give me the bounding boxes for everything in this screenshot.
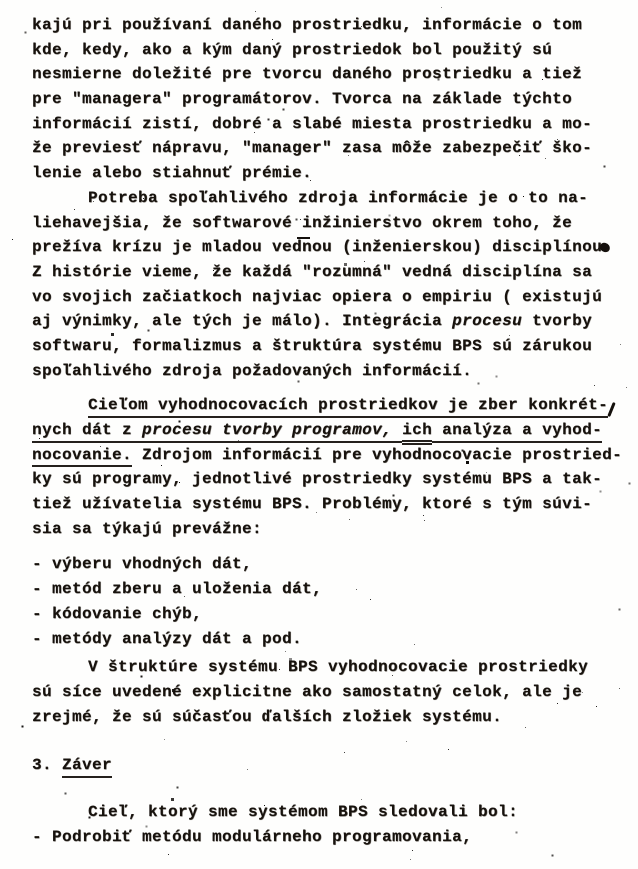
text-segment: liehavejšia, že softwarové inžinierstvo okrem toho, že: [32, 213, 573, 232]
text-line: [32, 87, 638, 112]
text-segment: - výberu vhodných dát,: [32, 555, 253, 574]
text-line: [32, 186, 638, 211]
text-segment: - metódy analýzy dát a pod.: [32, 629, 303, 648]
text-line: [32, 161, 638, 186]
underlined-text: Cieľom vyhodnocovacích prostriedkov je zber konkrét-: [88, 396, 608, 418]
text-segment: lenie alebo stiahnuť prémie.: [32, 164, 313, 183]
paragraph-block: [32, 800, 638, 849]
text-line: [32, 260, 638, 285]
paragraph-block: [32, 13, 638, 186]
text-segment: spoľahlivého zdroja požadovaných informácií.: [32, 361, 473, 380]
text-line: [32, 235, 638, 260]
text-line: [32, 112, 638, 137]
paragraph-block: [32, 186, 638, 384]
text-segment: tvorby: [522, 312, 593, 331]
text-segment: V štruktúre systému BPS vyhodnocovacie prostriedky: [88, 658, 589, 677]
text-segment: vo svojich začiatkoch najviac opiera o empiriu ( existujú: [32, 287, 603, 306]
text-line: [32, 800, 638, 825]
text-line: [32, 211, 638, 236]
scan-noise: [0, 0, 1, 1]
text-segment: ky sú programy, jednotlivé prostriedky systému BPS a tak-: [32, 470, 603, 489]
underlined-text: procesu tvorby programov,: [142, 421, 392, 443]
document-text: [32, 13, 638, 849]
text-line: [32, 517, 638, 542]
underlined-text: nocovanie.: [32, 446, 132, 468]
text-segment: - Podrobiť metódu modulárneho programovania,: [32, 827, 473, 846]
text-segment: informácií zistí, dobré a slabé miesta prostriedku a mo-: [32, 114, 593, 133]
text-segment: tiež užívatelia systému BPS. Problémy, ktoré s tým súvi-: [32, 495, 593, 514]
text-line: [32, 393, 638, 418]
text-line: [32, 627, 638, 652]
text-segment: procesu: [452, 312, 523, 331]
underlined-text: analýza a vyhod-: [432, 421, 602, 443]
text-line: [32, 62, 638, 87]
text-segment: Potreba spoľahlivého zdroja informácie je o to na-: [88, 188, 589, 207]
text-segment: 3.: [32, 756, 63, 775]
text-line: [32, 602, 638, 627]
text-line: [32, 136, 638, 161]
text-line: [32, 825, 638, 850]
text-line: [32, 552, 638, 577]
text-segment: Zdrojom informácií pre vyhodnocovacie prostried-: [132, 445, 623, 464]
text-line: [32, 38, 638, 63]
paragraph-block: [32, 393, 638, 541]
text-segment: sú síce uvedené explicitne ako samostatný celok, ale je: [32, 682, 583, 701]
text-segment: softwaru, formalizmus a štruktúra systému BPS sú zárukou: [32, 336, 593, 355]
text-segment: prežíva krízu je mladou vednou (inženierskou) disciplínou.: [32, 238, 613, 257]
text-segment: Z histórie vieme, že každá "rozumná" vedná disciplína sa: [32, 262, 593, 281]
text-segment: kde, kedy, ako a kým daný prostriedok bol použitý sú: [32, 40, 553, 59]
text-line: [32, 334, 638, 359]
underlined-text: nych dát z: [32, 421, 142, 443]
text-line: [32, 577, 638, 602]
text-line: [32, 13, 638, 38]
text-segment: nesmierne doležité pre tvorcu daného prostriedku a tiež: [32, 65, 583, 84]
text-line: [32, 309, 638, 334]
text-segment: sia sa týkajú prevážne:: [32, 519, 263, 538]
text-segment: aj výnimky, ale tých je málo). Integrácia: [32, 312, 453, 331]
text-segment: Cieľ, ktorý sme systémom BPS sledovali bol:: [88, 802, 519, 821]
text-segment: - kódovanie chýb,: [32, 604, 203, 623]
text-line: [32, 753, 638, 778]
text-line: [32, 705, 638, 730]
text-segment: že previesť nápravu, "manager" zasa môže zabezpečiť ško-: [32, 139, 593, 158]
text-line: [32, 680, 638, 705]
text-line: [32, 467, 638, 492]
text-segment: zrejmé, že sú súčasťou ďalších zložiek systému.: [32, 707, 503, 726]
heading-block: [32, 753, 638, 778]
text-line: [32, 285, 638, 310]
underlined-text: [392, 421, 402, 443]
list-block: [32, 552, 638, 651]
text-line: [32, 418, 638, 443]
underlined-text: Záver: [62, 756, 112, 778]
text-segment: pre "managera" programátorov. Tvorca na základe týchto: [32, 90, 573, 109]
text-segment: kajú pri používaní daného prostriedku, informácie o tom: [32, 16, 583, 34]
text-line: [32, 359, 638, 384]
text-line: [32, 443, 638, 468]
underlined-text: ich: [402, 421, 432, 445]
text-segment: - metód zberu a uloženia dát,: [32, 580, 323, 599]
paragraph-block: [32, 655, 638, 729]
text-line: [32, 655, 638, 680]
text-line: [32, 492, 638, 517]
